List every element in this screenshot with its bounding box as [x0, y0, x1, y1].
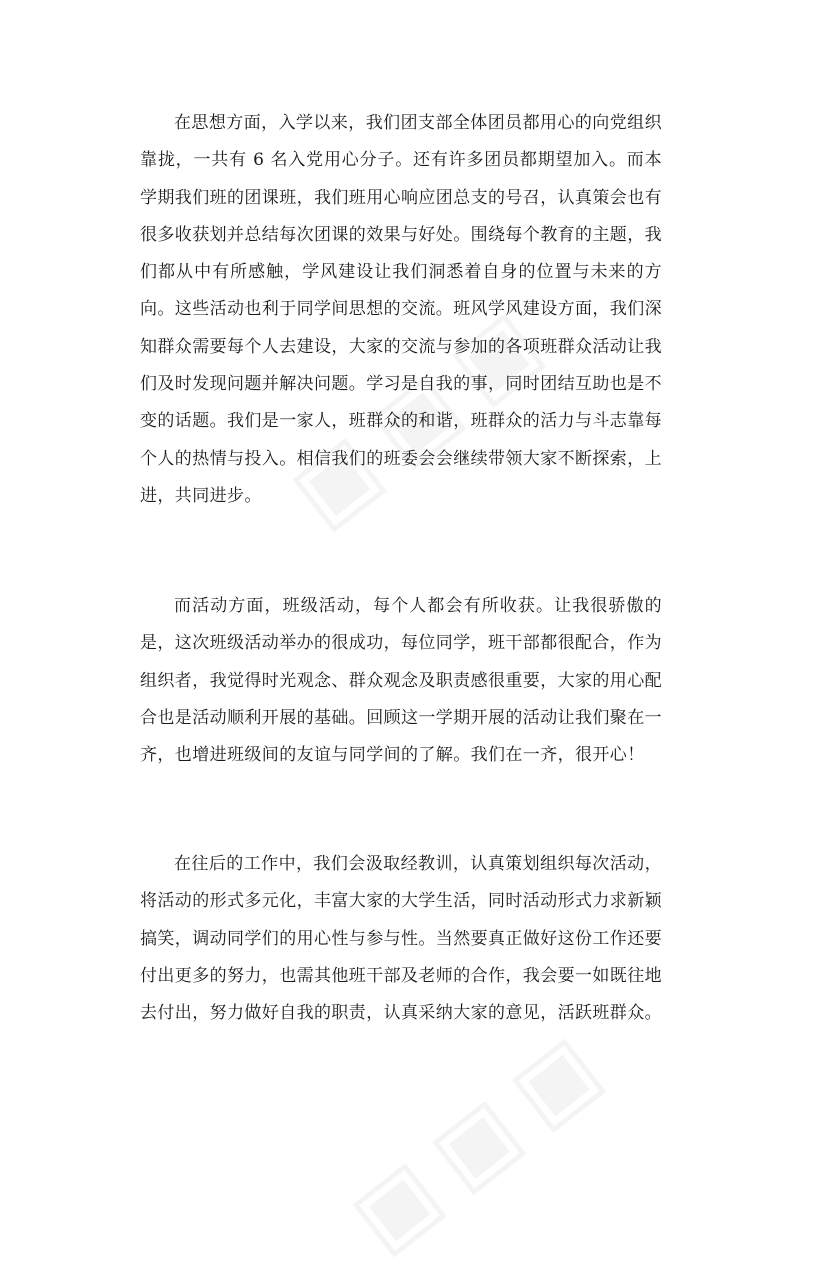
paragraph-future-work: 在往后的工作中，我们会汲取经教训，认真策划组织每次活动，将活动的形式多元化，丰富大家的大学生活，同时活动形式力求新颖搞笑，调动同学们的用心性与参与性。当然要真正做好这份工作还要付出更多的努力，也需其他班干部及老师的合作，我会要一如既往地去付出，努力做好自我的职责，认真采纳大家的意见，活跃班群众。 [140, 854, 662, 1024]
paragraph-activities: 而活动方面，班级活动，每个人都会有所收获。让我很骄傲的是，这次班级活动举办的很成功，每位同学，班干部都很配合，作为组织者，我觉得时光观念、群众观念及职责感很重要，大家的用心配合也是活动顺利开展的基础。回顾这一学期开展的活动让我们聚在一齐，也增进班级间的友谊与同学间的了解。我们在一齐，很开心！ [140, 596, 662, 766]
paragraph-ideology: 在思想方面，入学以来，我们团支部全体团员都用心的向党组织靠拢，一共有 6 名入党用心分子。还有许多团员都期望加入。而本学期我们班的团课班，我们班用心响应团总支的号召，认真策会也有很多收获划并总结每次团课的效果与好处。围绕每个教育的主题，我们都从中有所感触，学风建设让我们洞悉着自身的位置与未来的方向。这些活动也利于同学间思想的交流。班风学风建设方面，我们深知群众需要每个人去建设，大家的交流与参加的各项班群众活动让我们及时发现问题并解决问题。学习是自我的事，同时团结互助也是不变的话题。我们是一家人，班群众的和谐，班群众的活力与斗志靠每个人的热情与投入。相信我们的班委会会继续带领大家不断探索，上进，共同进步。 [140, 113, 662, 506]
watermark-graphic-bottom [330, 1003, 633, 1271]
